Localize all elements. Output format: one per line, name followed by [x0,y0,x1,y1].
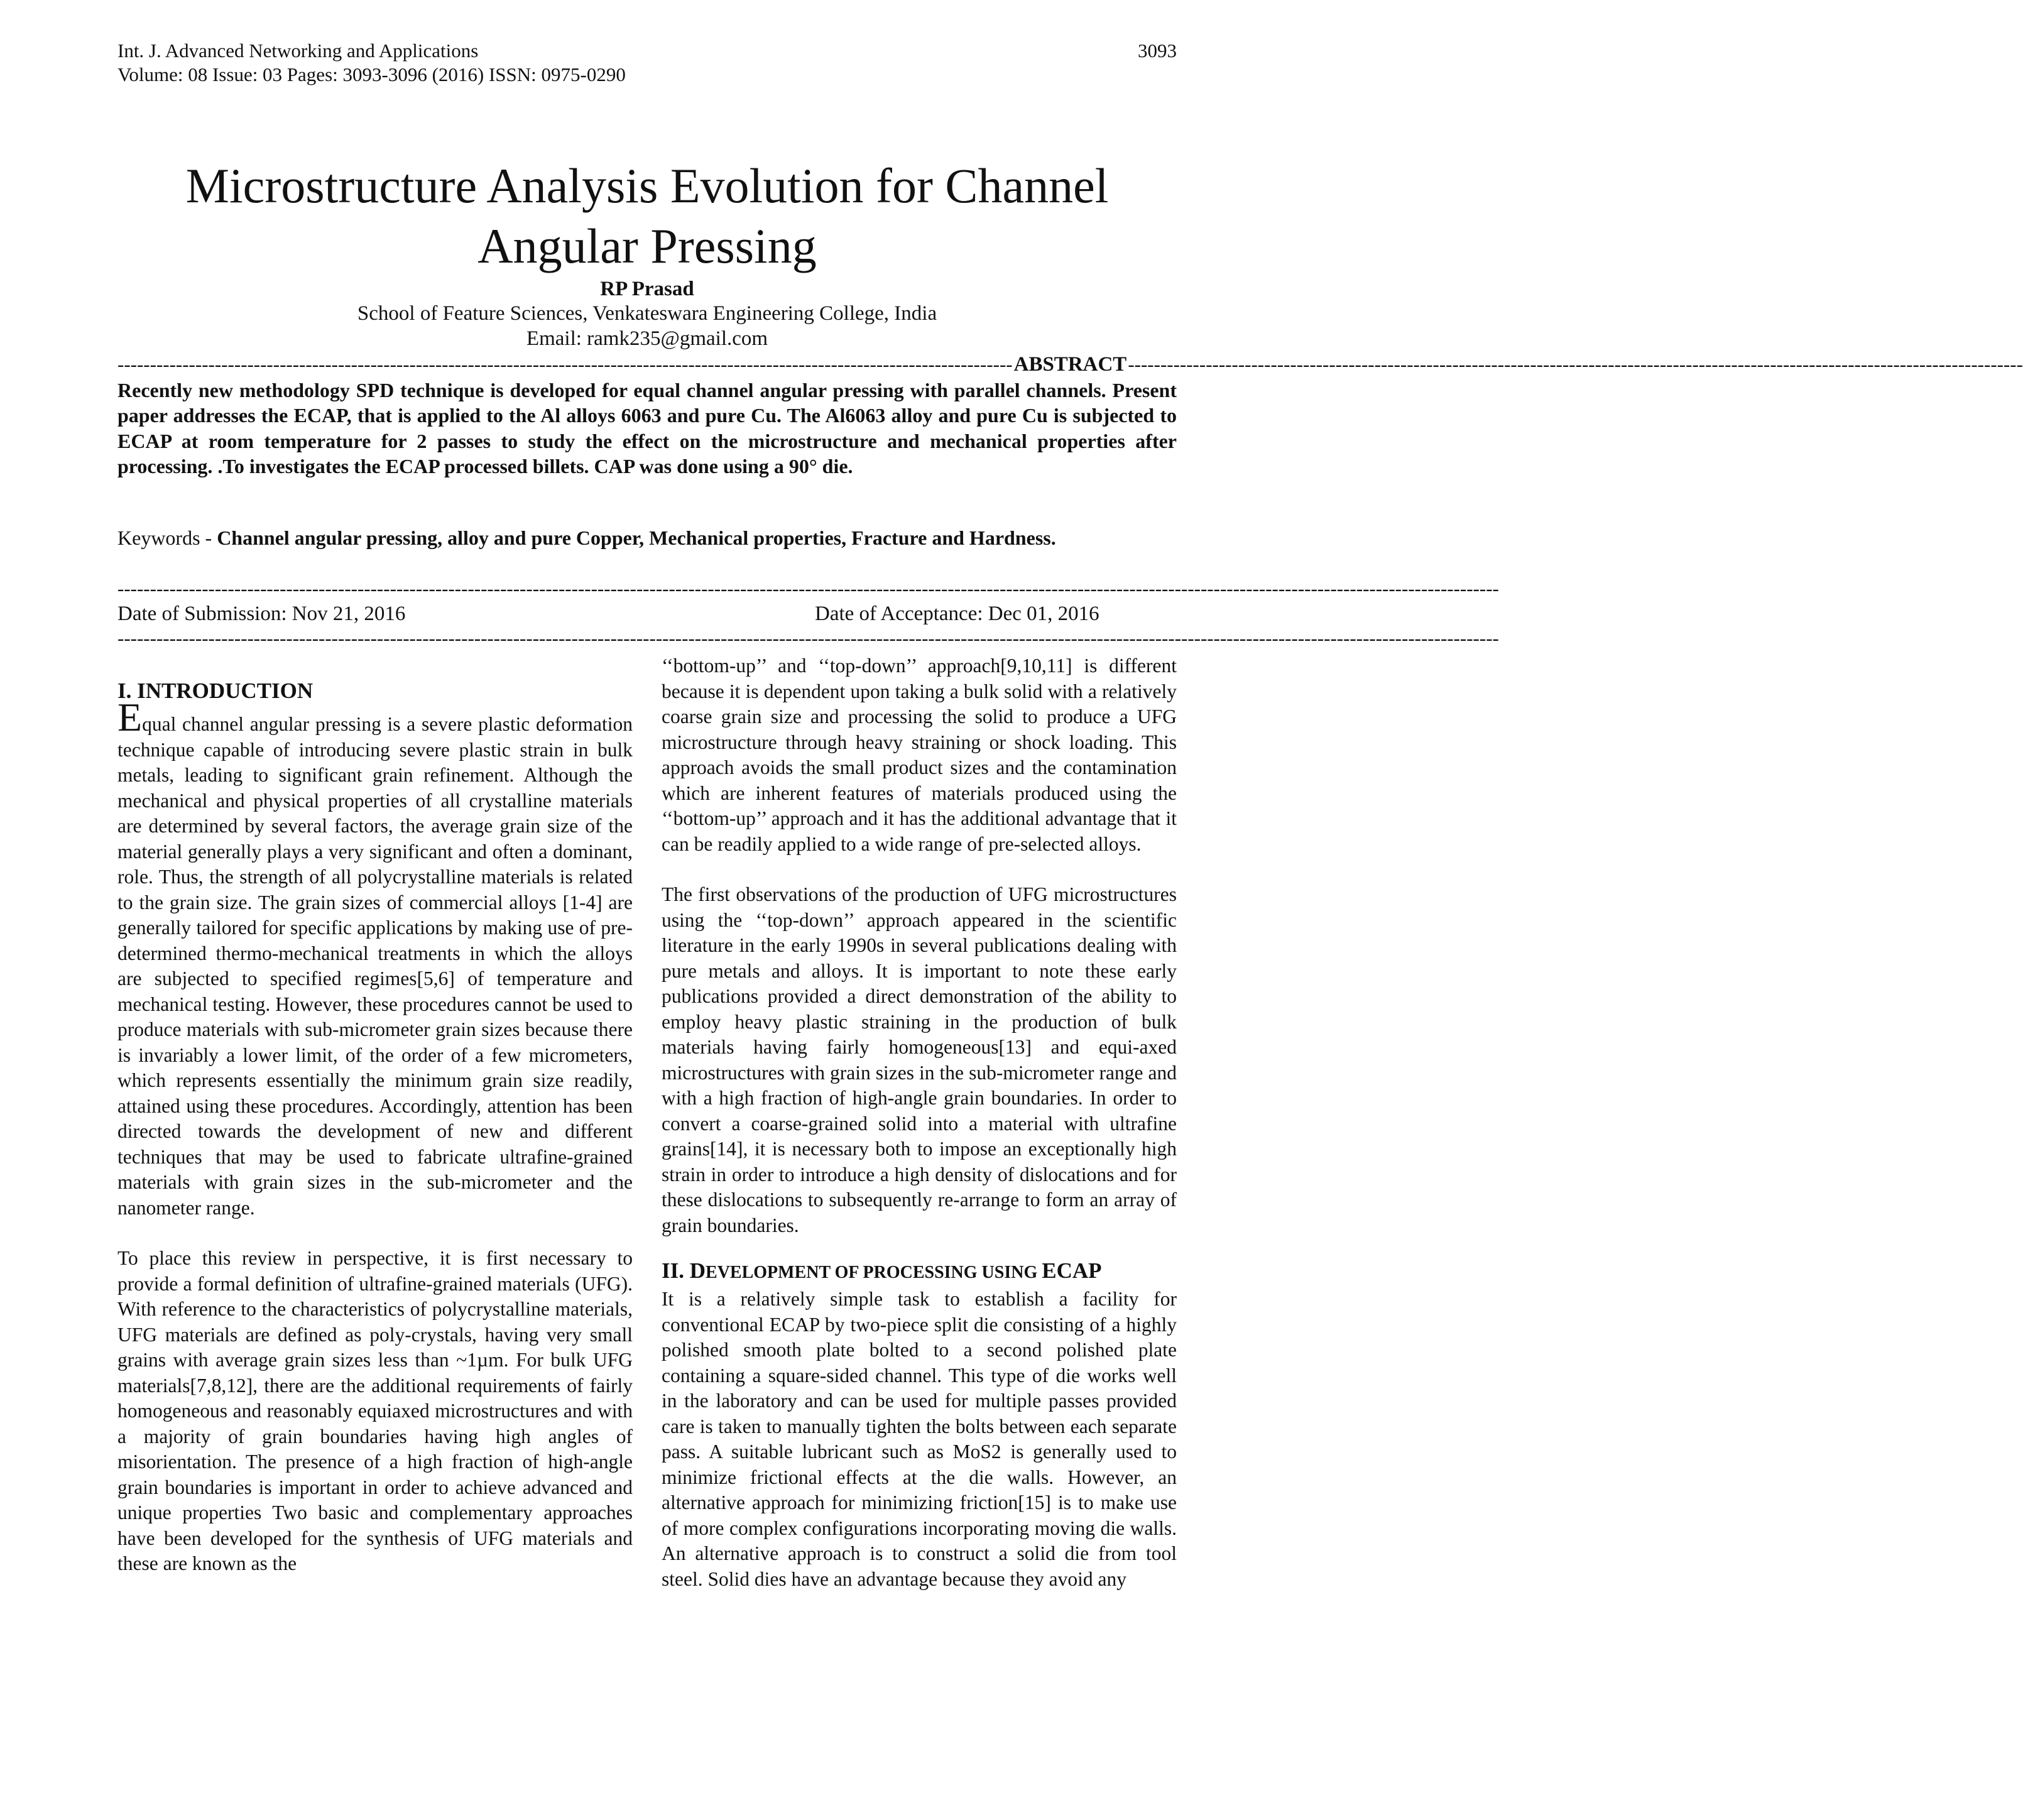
volume-line: Volume: 08 Issue: 03 Pages: 3093-3096 (2016) ISSN: 0975-0290 [117,63,626,85]
author-affiliation: School of Feature Sciences, Venkateswara Engineering College, India [357,302,937,325]
section-title-smallcaps: EVELOPMENT OF PROCESSING USING [706,1263,1042,1282]
drop-cap: E [117,695,143,739]
divider-line: --------------------------------------------------------------------------------------------------------------------------------------------------------------------------------------------------------------------- [117,627,1499,649]
paper-title: Microstructure Analysis Evolution for Channel Angular Pressing [185,158,1109,273]
abstract-label: ABSTRACT [1013,353,1127,376]
page-number: 3093 [1138,40,1177,62]
section-number: II. D [662,1258,706,1283]
abstract-divider [117,352,2023,377]
left-column [117,677,633,1577]
journal-name: Int. J. Advanced Networking and Applications [117,40,479,62]
keywords [117,525,1177,550]
keywords-label: Keywords - [117,526,217,549]
section-heading-development [662,1257,1177,1287]
dates-line [117,601,1177,626]
submission-date: Date of Submission: Nov 21, 2016 [117,602,406,625]
paragraph-text: qual channel angular pressing is a severe plastic deformation technique capable of introducing severe plastic strain in bulk metals, leading to significant grain refinement. Although the mechanical and physical properties of all crystalline materials are determined by several factors, the average grain size of the material generally plays a very significant and often a dominant, role. Thus, the strength of all polycrystalline materials is related to the grain size. The grain sizes of commercial alloys [1-4] are generally tailored for specific applications by making use of pre-determined thermo-mechanical treatments in which the alloys are subjected to specified regimes[5,6] of temperature and mechanical testing. However, these procedures cannot be used to produce materials with sub-micrometer grain sizes because there is invariably a lower limit, of the order of a few micrometers, which represents essentially the minimum grain size readily, attained using these procedures. Accordingly, attention has been directed towards the development of new and different techniques that may be used to fabricate ultrafine-grained materials with grain sizes in the sub-micrometer and the nanometer range. [117,713,633,1219]
body-paragraph: ‘‘bottom-up’’ and ‘‘top-down’’ approach[9,10,11] is different because it is dependent upon taking a bulk solid with a relatively coarse grain size and processing the solid to produce a UFG microstructure through heavy straining or shock loading. This approach avoids the small product sizes and the contamination which are inherent features of materials produced using the ‘‘bottom-up’’ approach and it has the additional advantage that it can be readily applied to a wide range of pre-selected alloys. [662,655,1177,855]
body-paragraph: The first observations of the production of UFG microstructures using the ‘‘top-down’’ approach appeared in the scientific literature in the early 1990s in several publications dealing with pure metals and alloys. It is important to note these early publications provided a direct demonstration of the ability to employ heavy plastic straining in the production of bulk materials having fairly homogeneous[13] and equi-axed microstructures with grain sizes in the sub-micrometer range and with a high fraction of high-angle grain boundaries. In order to convert a coarse-grained solid into a material with ultrafine grains[14], it is necessary both to impose an exceptionally high strain in order to introduce a high density of dislocations and for these dislocations to subsequently re-arrange to form an array of grain boundaries. [662,883,1177,1236]
running-header [117,39,1177,87]
author-name: RP Prasad [600,278,694,300]
divider-dashes-right: ------------------------------------------------------------------------------------------------------------------------------------------ [1128,353,2023,375]
section-title-end: ECAP [1042,1258,1102,1283]
body-paragraph [117,695,633,1221]
abstract-text: Recently new methodology SPD technique is developed for equal channel angular pressing with parallel channels. Present paper addresses the ECAP, that is applied to the Al alloys 6063 and pure Cu. The Al6063 alloy and pure Cu is subjected to ECAP at room temperature for 2 passes to study the effect on the microstructure and mechanical properties after processing. .To investigates the ECAP processed billets. CAP was done using a 90° die. [117,379,1177,478]
divider-line: --------------------------------------------------------------------------------------------------------------------------------------------------------------------------------------------------------------------- [117,577,1499,599]
divider-dashes-left: ------------------------------------------------------------------------------------------------------------------------------------------ [117,353,1013,375]
author-email: Email: ramk235@gmail.com [526,327,768,350]
body-paragraph: It is a relatively simple task to establish a facility for conventional ECAP by two-piece split die consisting of a highly polished smooth plate bolted to a second polished plate containing a square-sided channel. This type of die works well in the laboratory and can be used for multiple passes provided care is taken to manually tighten the bolts between each separate pass. A suitable lubricant such as MoS2 is generally used to minimize frictional effects at the die walls. However, an alternative approach for minimizing friction[15] is to make use of more complex configurations incorporating moving die walls. An alternative approach is to construct a solid die from tool steel. Solid dies have an advantage because they avoid any [662,1288,1177,1590]
right-column [662,653,1177,1592]
body-paragraph: To place this review in perspective, it is first necessary to provide a formal definition of ultrafine-grained materials (UFG). With reference to the characteristics of polycrystalline materials, UFG materials are defined as poly-crystals, having very small grains with average grain sizes less than ~1µm. For bulk UFG materials[7,8,12], there are the additional requirements of fairly homogeneous and reasonably equiaxed microstructures and with a majority of grain boundaries having high angles of misorientation. The presence of a high fraction of high-angle grain boundaries is important in order to achieve advanced and unique properties Two basic and complementary approaches have been developed for the synthesis of UFG materials and these are known as the [117,1247,633,1574]
section-heading-introduction: I. INTRODUCTION [117,678,314,703]
acceptance-date: Date of Acceptance: Dec 01, 2016 [815,602,1099,625]
keywords-text: Channel angular pressing, alloy and pure Copper, Mechanical properties, Fracture and Hardness. [217,526,1056,549]
